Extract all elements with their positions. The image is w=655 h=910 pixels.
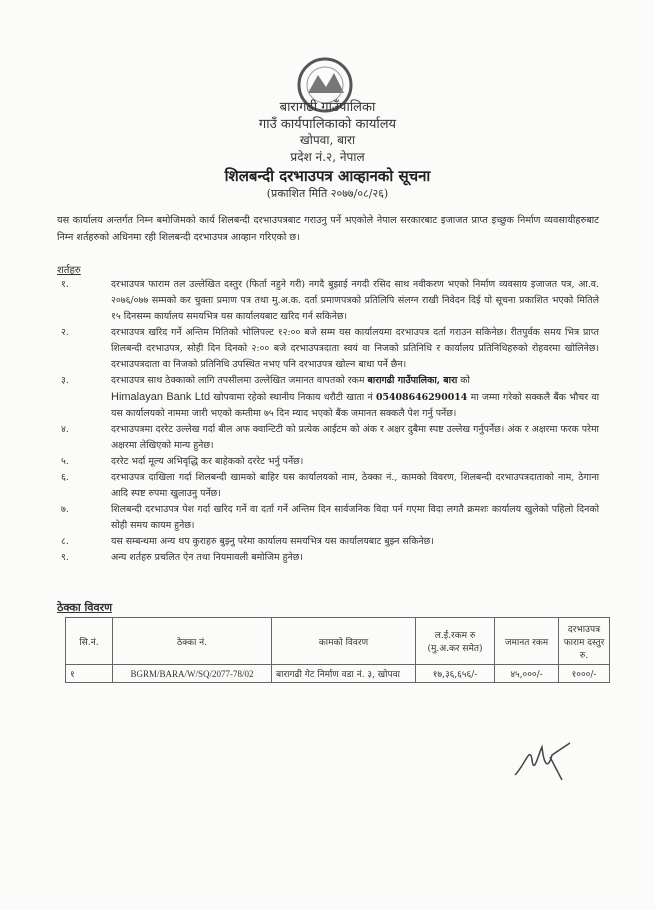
cell-security: ४५,०००/-: [495, 665, 559, 683]
cell-work-description: बारागढी गेट निर्माण वडा नं. ३, खोपवा: [272, 665, 416, 683]
cell-form-fee: १०००/-: [559, 665, 610, 683]
office-name: गाउँ कार्यपालिकाको कार्यालय: [258, 117, 397, 132]
condition-text: अन्य शर्तहरु प्रचलित ऐन तथा नियमावली बमोजिम हुनेछ।: [111, 552, 303, 563]
conditions-list: [57, 277, 599, 566]
text-part: दरभाउपत्र साथ ठेक्काको लागि तपसीलमा उल्लेखित जमानत वापतको रकम: [111, 375, 368, 386]
col-estimate: ल.ई.रकम रु (मु.अ.कर समेत): [416, 618, 495, 665]
condition-text: दरभाउपत्रमा दररेट उल्लेख गर्दा बील अफ क्वान्टिटी को प्रत्येक आईटम को अंक र अक्षर दुबैमा स्पष्ट उल्लेख गर्नुपर्नेछ। अंक र अक्षरमा फरक परेमा अक्षरमा लेखिएको मान्य हुनेछ।: [111, 424, 599, 451]
condition-item: [57, 277, 599, 325]
intro-paragraph: यस कार्यालय अन्तर्गत निम्न बमोजिमको कार्य शिलबन्दी दरभाउपत्रबाट गराउनु पर्ने भएकोले नेपाल सरकारबाट इजाजत प्राप्त इच्छुक निर्माण व्यवसायीहरुबाट निम्न शर्तहरुको अधिनमा रही शिलबन्दी दरभाउपत्र आव्हान गरिएको छ।: [57, 215, 599, 243]
account-number: 05408646290014: [375, 392, 468, 403]
text-part: को: [457, 375, 470, 386]
bank-name: Himalayan Bank Ltd: [111, 391, 211, 403]
published-date: (प्रकाशित मिति २०७७/०८/२६): [266, 187, 389, 200]
condition-text: यस सम्बन्धमा अन्य थप कुराहरु बुझ्नु परेमा कार्यालय समयभित्र यस कार्यालयबाट बुझ्न सकिनेछ।: [111, 536, 434, 547]
signature-icon: [510, 735, 580, 785]
condition-item: [57, 325, 599, 373]
condition-number: १.: [61, 279, 69, 290]
condition-item: [57, 550, 599, 566]
condition-number: ७.: [61, 504, 69, 515]
cell-estimate: १७,३६,६५६/-: [416, 665, 495, 683]
table-row: [66, 665, 610, 683]
notice-title: शिलबन्दी दरभाउपत्र आव्हानको सूचना: [224, 167, 431, 185]
condition-item: [57, 470, 599, 502]
condition-text: शिलबन्दी दरभाउपत्र पेश गर्दा खरिद गर्ने वा दर्ता गर्ने अन्तिम दिन सार्वजनिक विदा पर्न गएमा विदा लगतै क्रमशः कार्यालय खुलेको पहिलो दिनको सोही समय कायम हुनेछ।: [111, 504, 599, 531]
condition-item: [57, 534, 599, 550]
condition-number: ३.: [61, 375, 69, 386]
condition-item: [57, 502, 599, 534]
municipality-bold: बारागढी गाउँपालिका, बारा: [367, 375, 458, 386]
condition-item: [57, 422, 599, 454]
condition-text: दरभाउपत्र फाराम तल उल्लेखित दस्तुर (फिर्ता नहुने गरी) नगदै बुझाई नगदी रसिद साथ नवीकरण भएको निर्माण व्यवसाय इजाजत पत्र, आ.व. २०७६/०७७ सम्मको कर चुक्ता प्रमाण पत्र तथा मु.अ.क. दर्ता प्रमाणपत्रको प्रतिलिपि संलग्न राखी निवेदन दिई यो सूचना प्रकाशित भएको मितिले १५ दिनसम्म कार्यालय समयभित्र यस कार्यालयबाट खरिद गर्न सकिनेछ।: [111, 279, 599, 322]
condition-text: दररेट भर्दा मूल्य अभिवृद्धि कर बाहेकको दररेट भर्नु पर्नेछ।: [111, 456, 304, 467]
contract-table: [65, 617, 610, 683]
col-form-fee: दरभाउपत्र फाराम दस्तुर रु.: [559, 618, 610, 665]
condition-text: दरभाउपत्र दाखिला गर्दा शिलबन्दी खामको बाहिर यस कार्यालयको नाम, ठेक्का नं., कामको विवरण, शिलबन्दी दरभाउपत्रदाताको नाम, ठेगाना आदि स्पष्ट रुपमा खुलाउनु पर्नेछ।: [111, 472, 599, 499]
text-part: खोपवामा रहेको स्थानीय निकाय धरौटी खाता नं: [210, 392, 376, 403]
condition-number: ६.: [61, 472, 69, 483]
col-work-description: कामको विवरण: [272, 618, 416, 665]
condition-number: ५.: [61, 456, 69, 467]
contract-details-heading: ठेक्का विवरण: [57, 601, 113, 614]
cell-contract-no: BGRM/BARA/W/SQ/2077-78/02: [113, 665, 272, 683]
condition-item: [57, 373, 599, 422]
conditions-heading: शर्तहरु: [57, 265, 81, 276]
text-part: मा जम्मा गरेको सक्कलै बैंक भौचर वा यस कार्यालयको नाममा जारी भएको कम्तीमा ७५ दिन म्याद भएको बैंक जमानत सक्कलै पेश गर्नु पर्नेछ।: [111, 392, 599, 419]
condition-number: २.: [61, 327, 69, 338]
municipality-name: बारागढी गाउँपालिका: [279, 100, 376, 115]
cell-sn: १: [66, 665, 113, 683]
condition-text: [111, 373, 599, 422]
condition-text: दरभाउपत्र खरिद गर्ने अन्तिम मितिको भोलिपल्ट १२:०० बजे सम्म यस कार्यालयमा दरभाउपत्र दर्ता गराउन सकिनेछ। रीतपुर्वक समय भित्र प्राप्त शिलबन्दी दरभाउपत्र, सोही दिन दिनको २:०० बजे दरभाउपत्रदाता स्वयं वा निजको प्रतिनिधि र कार्यालय प्रतिनिधिहरुको रोहवरमा खोलिनेछ। दरभाउपत्रदाता वा निजको प्रतिनिधि उपस्थित नभए पनि दरभाउपत्र खोल्न बाधा पर्ने छैन।: [111, 327, 599, 370]
province: प्रदेश नं.२, नेपाल: [290, 150, 365, 164]
condition-number: ४.: [61, 424, 69, 435]
condition-number: ८.: [61, 536, 69, 547]
col-sn: सि.नं.: [66, 618, 113, 665]
office-location: खोपवा, बारा: [299, 133, 356, 147]
col-contract-no: ठेक्का नं.: [113, 618, 272, 665]
condition-item: [57, 454, 599, 470]
table-header-row: [66, 618, 610, 665]
col-security: जमानत रकम: [495, 618, 559, 665]
condition-number: ९.: [61, 552, 69, 563]
